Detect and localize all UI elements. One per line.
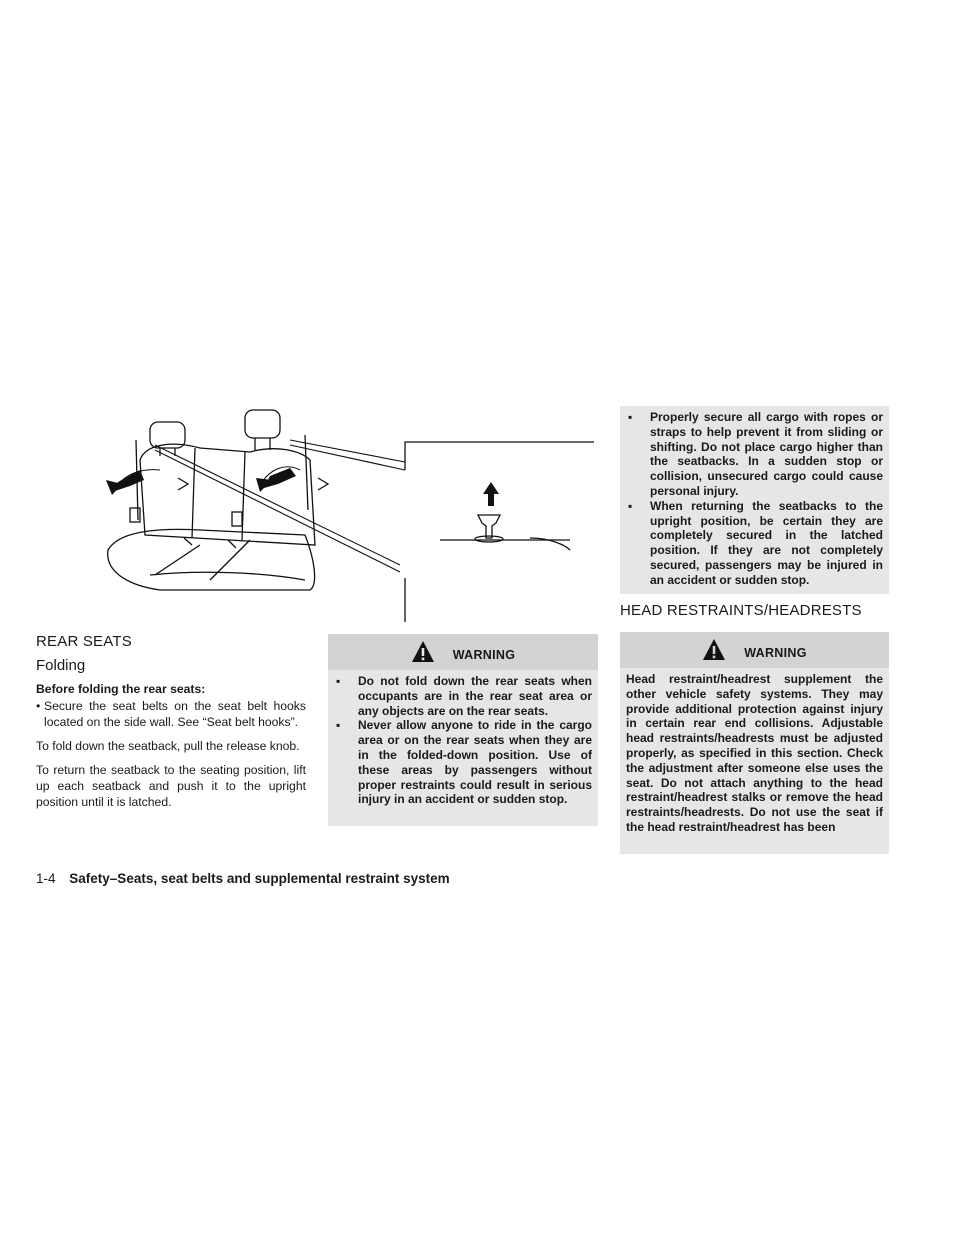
warning-item-text: Properly secure all cargo with ropes or straps to help prevent it from sliding or shifting. Do not place cargo higher than the seatbacks. In a sudden stop or collision, unsecured cargo could cause personal injury.: [650, 410, 883, 498]
list-item: [334, 718, 592, 807]
warning-item-text: When returning the seatbacks to the upright position, be certain they are completely secured in the latched position. If they are not completely secured, passengers may be injured in an accident or sudden stop.: [650, 498, 883, 587]
warning-box-rear-seats: [328, 634, 598, 826]
warning-body: [328, 670, 598, 813]
warning-label: WARNING: [744, 646, 807, 660]
bullet-text: Secure the seat belts on the seat belt hooks located on the side wall. See “Seat belt hooks”.: [44, 699, 306, 729]
list-item: [334, 674, 592, 718]
rear-seat-folding-illustration: [100, 400, 600, 625]
warning-item-text: Never allow anyone to ride in the cargo area or on the rear seats when they are in the folded-down position. Use of these areas by passengers without proper restraints could result in serious injury in an accident or sudden stop.: [358, 718, 592, 807]
chapter-title: Safety–Seats, seat belts and supplemental restraint system: [69, 871, 450, 886]
warning-label: WARNING: [452, 648, 516, 662]
bullet-marker: •: [36, 699, 41, 713]
bullet-marker: ▪: [336, 674, 341, 688]
list-item: [626, 499, 883, 588]
page-footer: [36, 871, 450, 886]
list-item: [626, 410, 883, 499]
warning-box-cargo-continued: [620, 406, 889, 594]
paragraph: To return the seatback to the seating position, lift up each seatback and push it to the upright position until it is latched.: [36, 763, 306, 809]
warning-body: [620, 406, 889, 594]
page-number: 1-4: [36, 871, 56, 886]
warning-header: [620, 632, 889, 668]
paragraph: To fold down the seatback, pull the release knob.: [36, 739, 300, 753]
warning-triangle-icon: [702, 638, 726, 662]
section-title-head-restraints: HEAD RESTRAINTS/HEADRESTS: [620, 602, 862, 619]
warning-item-text: Do not fold down the rear seats when occupants are in the rear seat area or any objects are on the rear seats.: [358, 674, 592, 718]
warning-header: [328, 634, 598, 670]
subsection-title-folding: Folding: [36, 657, 86, 674]
list-item: [36, 698, 306, 730]
section-title-rear-seats: REAR SEATS: [36, 633, 132, 650]
warning-box-head-restraints: [620, 632, 889, 854]
warning-text: Head restraint/headrest supplement the other vehicle safety systems. They may provide additional protection against injury in certain rear end collisions. Adjustable head restraints/headrests must be adjusted properly, as specified in this section. Check the adjustment after someone else uses the seat. Do not attach anything to the head restraint/headrest stalks or remove the head restraints/headrests. Do not use the seat if the head restraint/headrest has been: [626, 672, 883, 834]
before-folding-heading: Before folding the rear seats:: [36, 682, 206, 696]
bullet-marker: ▪: [628, 498, 633, 513]
bullet-marker: ▪: [336, 718, 341, 733]
warning-triangle-icon: [411, 640, 435, 664]
bullet-marker: ▪: [628, 410, 633, 424]
